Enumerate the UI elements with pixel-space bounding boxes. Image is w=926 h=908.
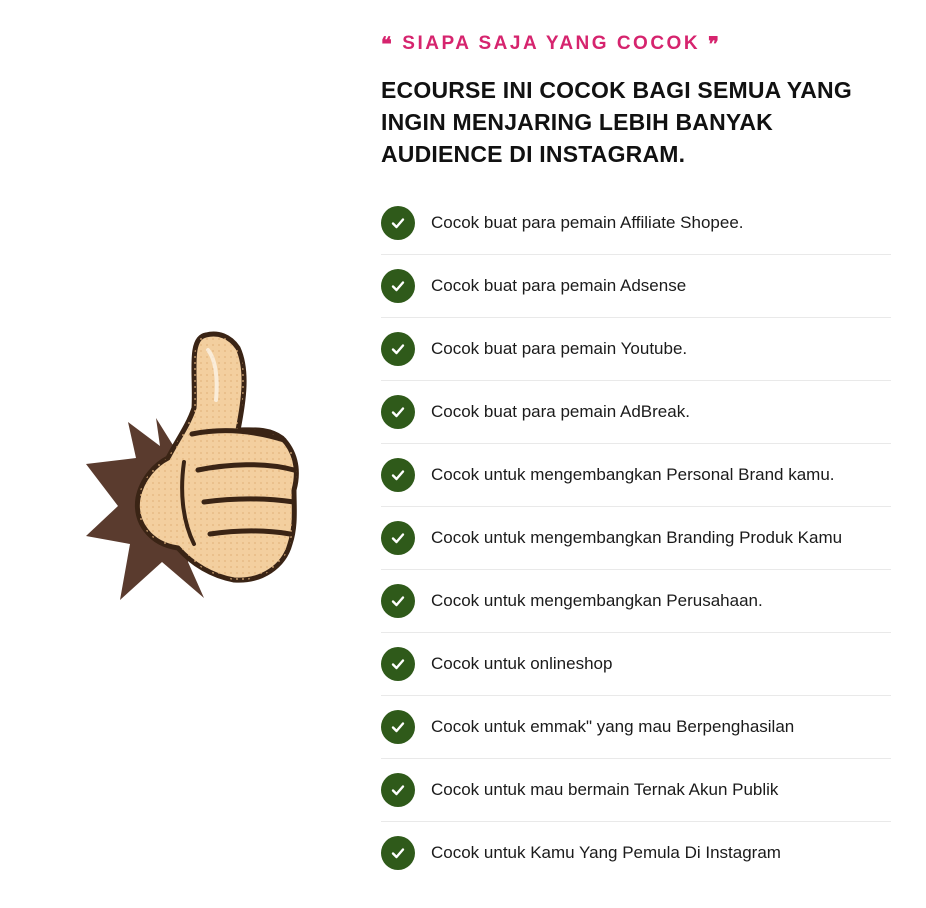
section-eyebrow	[381, 30, 891, 58]
list-item-text: Cocok untuk emmak" yang mau Berpenghasilan	[431, 717, 795, 736]
list-item-text: Cocok untuk mengembangkan Perusahaan.	[431, 591, 763, 610]
thumbs-up-illustration	[84, 330, 314, 605]
list-item	[381, 444, 891, 507]
list-item	[381, 255, 891, 318]
list-item-text: Cocok untuk mengembangkan Branding Produk Kamu	[431, 528, 843, 547]
quote-open-icon: ❝	[381, 32, 395, 56]
list-item-text: Cocok untuk mau bermain Ternak Akun Publik	[431, 780, 779, 799]
list-item-text: Cocok untuk mengembangkan Personal Brand kamu.	[431, 465, 835, 484]
list-item	[381, 381, 891, 444]
eyebrow-text: SIAPA SAJA YANG COCOK	[402, 33, 701, 54]
check-circle-icon	[381, 269, 415, 303]
list-item-text: Cocok buat para pemain AdBreak.	[431, 402, 690, 421]
list-item	[381, 507, 891, 570]
list-item-text: Cocok untuk onlineshop	[431, 654, 613, 673]
section-headline: ECOURSE INI COCOK BAGI SEMUA YANG INGIN MENJARING LEBIH BANYAK AUDIENCE DI INSTAGRAM.	[381, 77, 852, 167]
quote-close-icon: ❞	[708, 32, 722, 56]
list-item	[381, 318, 891, 381]
check-circle-icon	[381, 458, 415, 492]
list-item-text: Cocok buat para pemain Affiliate Shopee.	[431, 213, 744, 232]
list-item	[381, 633, 891, 696]
list-item	[381, 696, 891, 759]
check-circle-icon	[381, 332, 415, 366]
check-circle-icon	[381, 521, 415, 555]
check-circle-icon	[381, 773, 415, 807]
check-circle-icon	[381, 836, 415, 870]
list-item	[381, 570, 891, 633]
list-item-text: Cocok untuk Kamu Yang Pemula Di Instagram	[431, 843, 781, 862]
check-circle-icon	[381, 395, 415, 429]
check-circle-icon	[381, 206, 415, 240]
list-item	[381, 759, 891, 822]
check-circle-icon	[381, 647, 415, 681]
suitability-checklist	[381, 192, 891, 884]
list-item	[381, 822, 891, 884]
audience-section	[381, 30, 891, 884]
check-circle-icon	[381, 710, 415, 744]
list-item-text: Cocok buat para pemain Adsense	[431, 276, 687, 295]
list-item-text: Cocok buat para pemain Youtube.	[431, 339, 688, 358]
list-item	[381, 192, 891, 255]
check-circle-icon	[381, 584, 415, 618]
thumbs-up-icon	[84, 330, 314, 605]
